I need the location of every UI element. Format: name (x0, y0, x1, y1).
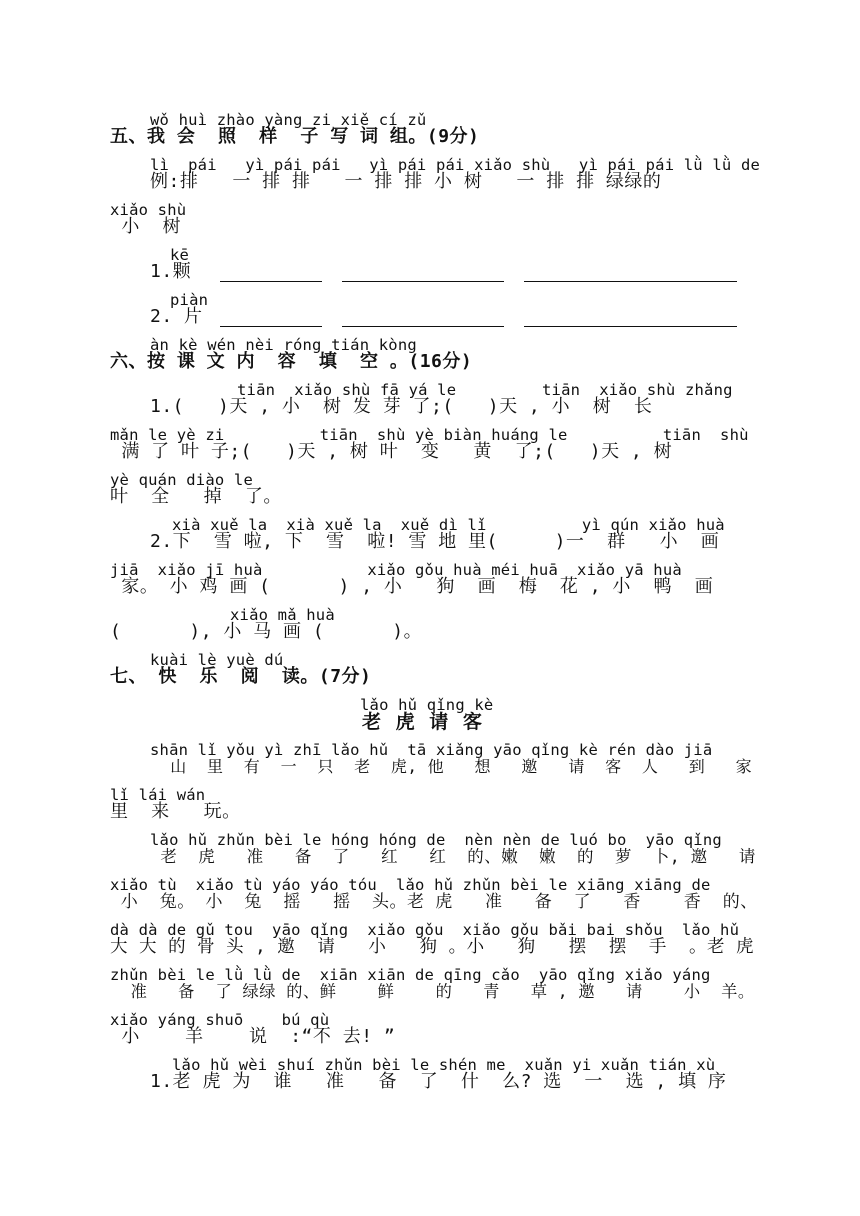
section6-heading: 六、按 课 文 内 容 填 空 。(16分) (110, 351, 473, 372)
story-p2-line4: 准 备 了 绿绿 的、鲜 鲜 的 青 草 , 邀 请 小 羊。 (110, 982, 755, 1001)
section6-q2-line1-pinyin: xià xuě la xià xuě la xuě dì lǐ yì qún xiǎo huà (172, 516, 725, 534)
section5-example-tail-pinyin: xiǎo shù (110, 201, 187, 219)
section5-heading-pinyin: wǒ huì zhào yàng zi xiě cí zǔ (150, 111, 427, 129)
section7-q1-pinyin: lǎo hǔ wèi shuí zhǔn bèi le shén me xuǎn yi xuǎn tián xù (172, 1056, 716, 1074)
section6-q1-line3-pinyin: yè quán diào le (110, 471, 253, 489)
section6-heading-pinyin: àn kè wén nèi róng tián kòng (150, 336, 417, 354)
section6-q1-line2: 满 了 叶 子;( )天 , 树 叶 变 黄 了;( )天 , 树 (110, 441, 673, 462)
section5-item1: 1.颗 (150, 261, 192, 282)
section5-example-pinyin: lì pái yì pái pái yì pái pái xiǎo shù yì pái pái lǜ lǜ de (150, 156, 761, 174)
answer-blank[interactable] (524, 326, 737, 327)
answer-blank[interactable] (220, 281, 322, 282)
story-p1-line1-pinyin: shān lǐ yǒu yì zhī lǎo hǔ tā xiǎng yāo qǐng kè rén dào jiā (150, 741, 713, 759)
story-p2-line3-pinyin: dà dà de gǔ tou yāo qǐng xiǎo gǒu xiǎo gǒu bǎi bai shǒu lǎo hǔ (110, 921, 740, 939)
section6-q2-line3-pinyin: xiǎo mǎ huà (230, 606, 335, 624)
section6-q1-line2-pinyin: mǎn le yè zi tiān shù yè biàn huáng le tiān shù (110, 426, 749, 444)
story-p2-line5: 小 羊 说 :“不 去! ” (110, 1026, 396, 1047)
story-p2-line4-pinyin: zhǔn bèi le lǜ lǜ de xiān xiān de qīng cǎo yāo qǐng xiǎo yáng (110, 966, 711, 984)
section5-example: 例:排 一 排 排 一 排 排 小 树 一 排 排 绿绿的 (150, 171, 662, 192)
section5-item2: 2. 片 (150, 306, 203, 327)
section7-q1: 1.老 虎 为 谁 准 备 了 什 么? 选 一 选 , 填 序 (150, 1071, 727, 1092)
section6-q1-line1-pinyin: tiān xiǎo shù fā yá le tiān xiǎo shù zhǎng (237, 381, 733, 399)
story-p2-line2: 小 兔。 小 兔 摇 摇 头。老 虎 准 备 了 香 香 的、 (110, 892, 758, 912)
section5-example-tail: 小 树 (110, 216, 182, 237)
answer-blank[interactable] (342, 326, 504, 327)
answer-blank[interactable] (220, 326, 322, 327)
section6-q2-line3: ( ), 小 马 画 ( )。 (110, 621, 423, 642)
section6-q1-line1: 1.( )天 , 小 树 发 芽 了;( )天 , 小 树 长 (150, 396, 653, 417)
story-p2-line5-pinyin: xiǎo yáng shuō bú qù (110, 1011, 330, 1029)
answer-blank[interactable] (342, 281, 504, 282)
section6-q2-line1: 2.下 雪 啦, 下 雪 啦! 雪 地 里( )一 群 小 画 (150, 531, 720, 552)
story-p2-line2-pinyin: xiǎo tù xiǎo tù yáo yáo tóu lǎo hǔ zhǔn bèi le xiāng xiāng de (110, 876, 711, 894)
section5-item1-pinyin: kē (170, 246, 190, 264)
story-p2-line1: 老 虎 准 备 了 红 红 的、嫩 嫩 的 萝 卜, 邀 请 (150, 847, 756, 866)
section6-q2-line2: 家。 小 鸡 画 ( ) , 小 狗 画 梅 花 , 小 鸭 画 (110, 576, 714, 597)
section7-heading: 七、 快 乐 阅 读。(7分) (110, 666, 372, 687)
story-title: 老 虎 请 客 (362, 711, 486, 733)
section5-heading: 五、我 会 照 样 子 写 词 组。(9分) (110, 126, 480, 147)
story-p1-line1: 山 里 有 一 只 老 虎, 他 想 邀 请 客 人 到 家 (150, 757, 753, 776)
story-p1-line2-pinyin: lǐ lái wán (110, 786, 206, 804)
answer-blank[interactable] (524, 281, 737, 282)
story-p2-line1-pinyin: lǎo hǔ zhǔn bèi le hóng hóng de nèn nèn de luó bo yāo qǐng (150, 831, 722, 849)
story-p2-line3: 大 大 的 骨 头 , 邀 请 小 狗 。小 狗 摆 摆 手 。老 虎 (110, 937, 755, 957)
story-title-pinyin: lǎo hǔ qǐng kè (360, 696, 494, 714)
section5-item2-pinyin: piàn (170, 291, 209, 309)
section6-q2-line2-pinyin: jiā xiǎo jī huà xiǎo gǒu huà méi huā xiǎo yā huà (110, 561, 682, 579)
story-p1-line2: 里 来 玩。 (110, 801, 241, 822)
section6-q1-line3: 叶 全 掉 了。 (110, 486, 282, 507)
section7-heading-pinyin: kuài lè yuè dú (150, 651, 284, 669)
